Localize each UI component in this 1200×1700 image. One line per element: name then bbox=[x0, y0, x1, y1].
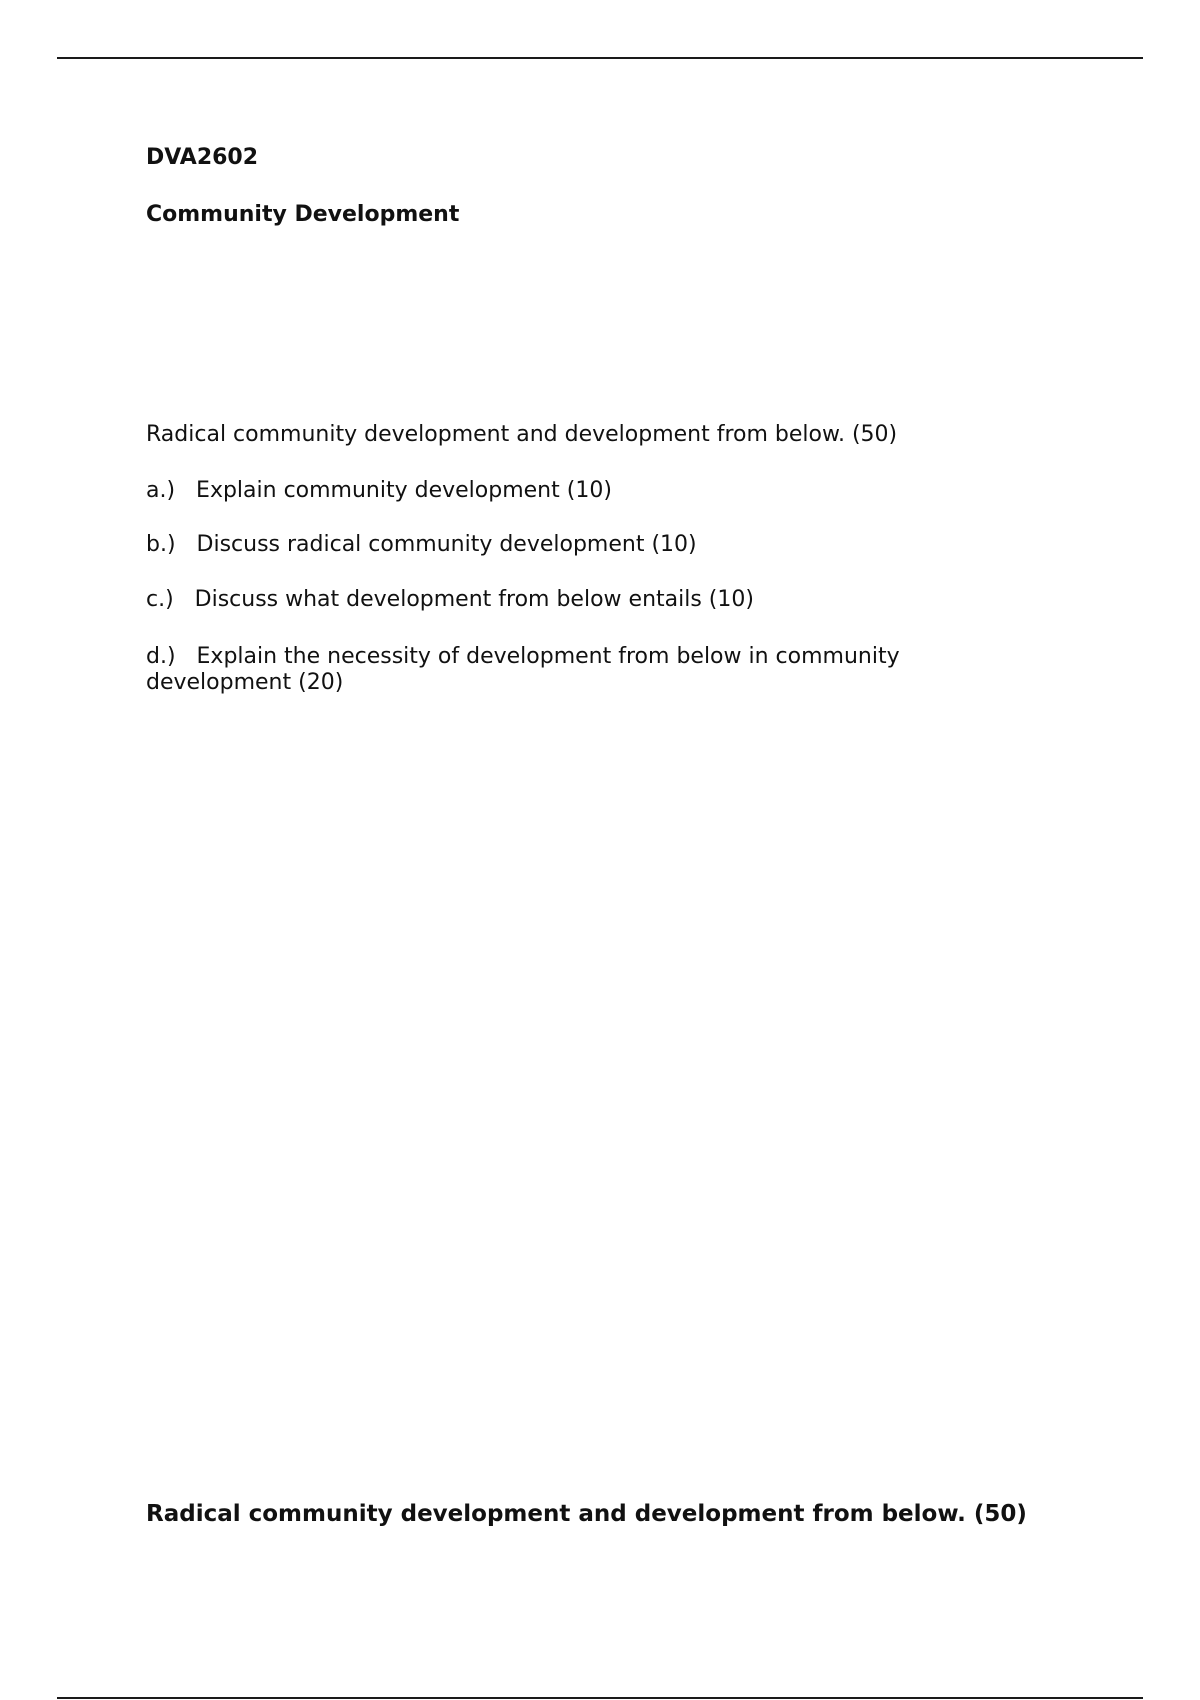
question-text: Radical community development and development from below. (50) bbox=[146, 422, 898, 447]
course-title: Community Development bbox=[146, 202, 460, 227]
course-code: DVA2602 bbox=[146, 145, 259, 170]
answer-heading: Radical community development and development from below. (50) bbox=[146, 1501, 1027, 1527]
subquestion-c: c.) Discuss what development from below entails (10) bbox=[146, 587, 754, 612]
top-rule bbox=[57, 57, 1143, 59]
subquestion-a: a.) Explain community development (10) bbox=[146, 478, 612, 503]
subquestion-b: b.) Discuss radical community development (10) bbox=[146, 532, 697, 557]
subquestion-d: d.) Explain the necessity of development from below in community development (20) bbox=[146, 644, 907, 695]
bottom-rule bbox=[57, 1697, 1143, 1699]
